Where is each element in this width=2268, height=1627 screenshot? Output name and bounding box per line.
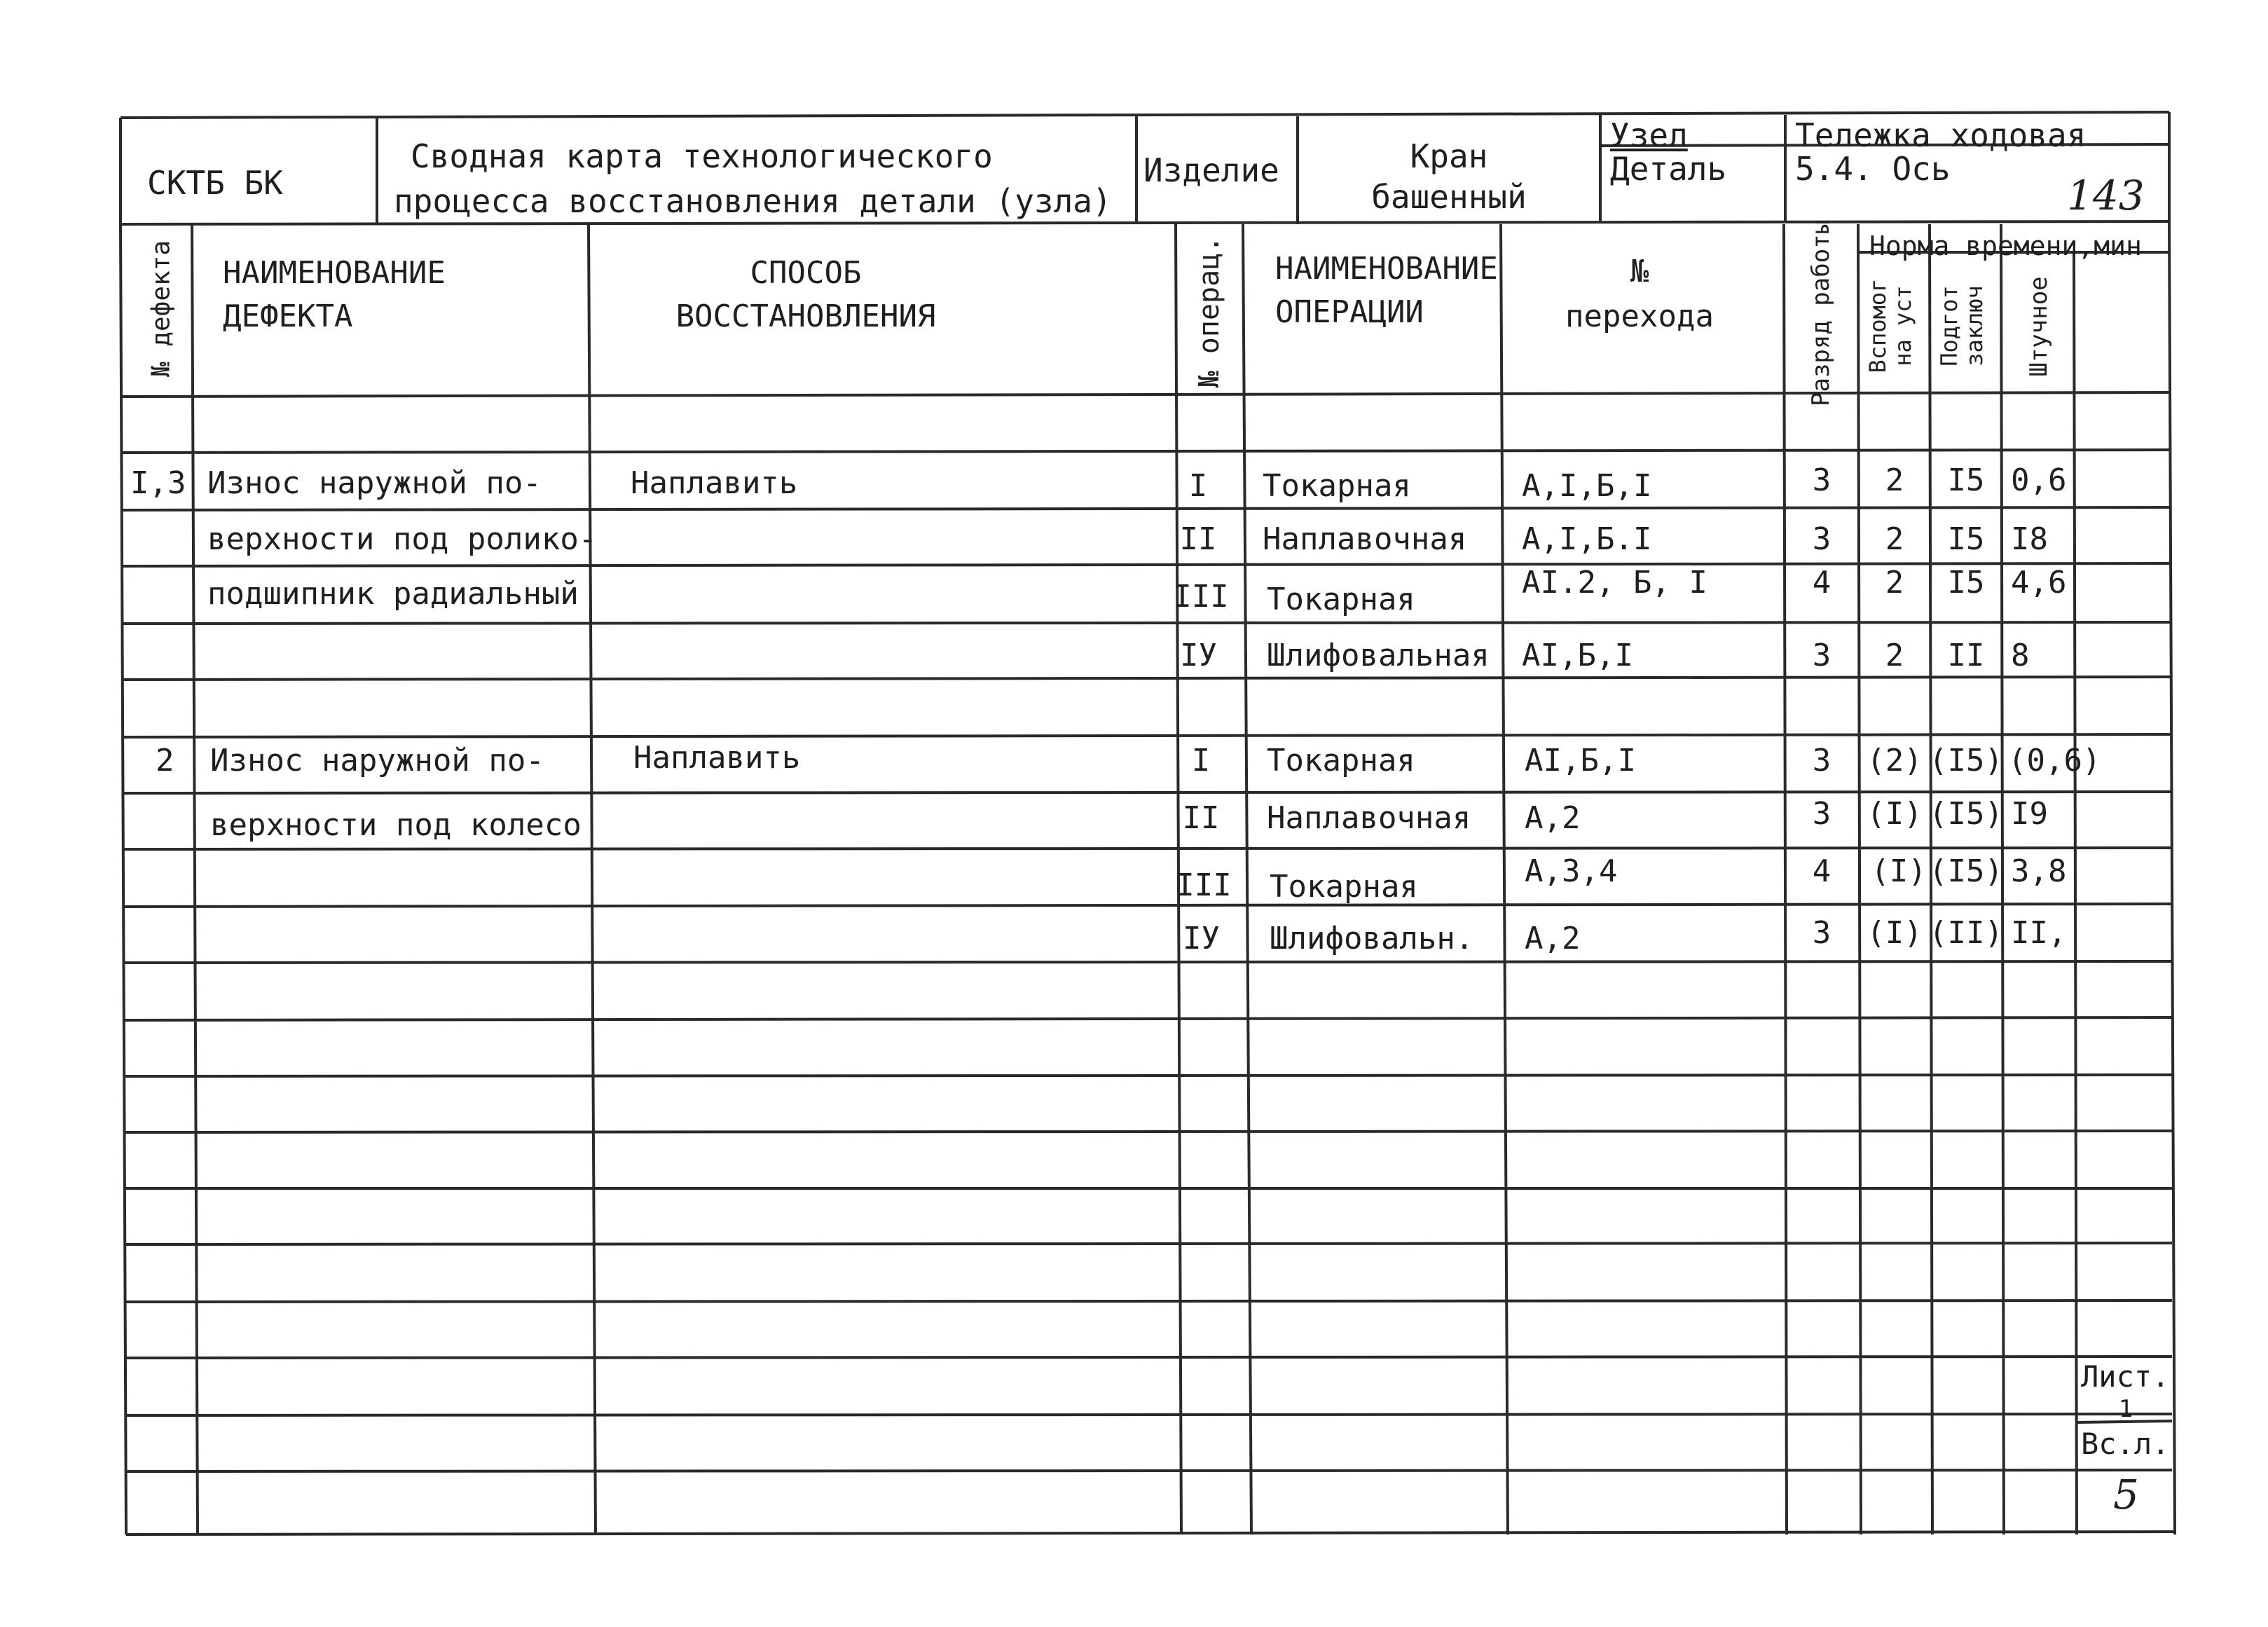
card-title-line1: Сводная карта технологического <box>411 137 993 175</box>
row3-piece: 4,6 <box>2011 565 2067 600</box>
row3-name: подшипник радиальный <box>207 576 579 612</box>
row7-prep: (I5) <box>1929 853 2003 889</box>
row5-name: Износ наружной по- <box>210 743 544 778</box>
row5-grade: 3 <box>1812 743 1831 778</box>
row1-op: I <box>1188 468 1208 504</box>
sheet-label: Лист. <box>2081 1359 2170 1394</box>
col-defect-no: № дефекта <box>146 240 176 378</box>
row6-op: II <box>1182 800 1220 836</box>
row3-prep: I5 <box>1947 565 1985 600</box>
row6-grade: 3 <box>1812 796 1831 832</box>
row6-trans: А,2 <box>1525 800 1581 836</box>
row1-defect: I,3 <box>130 465 186 501</box>
row4-opname: Шлифовальная <box>1267 638 1490 673</box>
col-op-no: № операц. <box>1193 235 1225 388</box>
row8-opname: Шлифовальн. <box>1270 921 1474 956</box>
unit-value: Тележка ходовая <box>1795 116 2087 154</box>
row5-method: Наплавить <box>633 740 801 776</box>
col-grade: Разряд работы <box>1807 219 1835 406</box>
org-name: СКТБ БК <box>147 164 283 202</box>
row3-trans: АI.2, Б, I <box>1522 565 1707 600</box>
row6-piece: I9 <box>2011 796 2048 832</box>
product-value-line1: Кран <box>1410 137 1488 175</box>
row7-grade: 4 <box>1812 853 1831 889</box>
row1-piece: 0,6 <box>2011 462 2067 498</box>
row2-op: II <box>1179 521 1217 557</box>
row1-name: Износ наружной по- <box>207 465 542 501</box>
col-defect-name-line1: НАИМЕНОВАНИЕ <box>223 255 446 291</box>
row1-opname: Токарная <box>1263 468 1411 504</box>
col-prep-line2: заключ <box>1961 285 1988 366</box>
col-prep-line1: Подгот <box>1936 285 1963 366</box>
row6-prep: (I5) <box>1929 796 2003 832</box>
col-op-name-line1: НАИМЕНОВАНИЕ <box>1275 251 1498 287</box>
col-aux-line1: Вспомог <box>1864 278 1891 373</box>
row6-opname: Наплавочная <box>1267 800 1471 836</box>
handwritten-number: 143 <box>2067 172 2145 219</box>
row2-opname: Наплавочная <box>1263 521 1467 557</box>
row5-prep: (I5) <box>1929 743 2003 778</box>
detail-label: Деталь <box>1610 150 1727 188</box>
row2-grade: 3 <box>1812 521 1831 557</box>
row2-piece: I8 <box>2011 521 2048 557</box>
row5-piece: (0,6) <box>2008 743 2101 778</box>
row3-aux: 2 <box>1885 565 1904 600</box>
row1-trans: А,I,Б,I <box>1522 468 1652 504</box>
total-sheets-value: 5 <box>2113 1471 2139 1518</box>
col-time-norm: Норма времени,мин <box>1869 231 2142 261</box>
row3-op: III <box>1173 579 1229 615</box>
col-transition-line1: № <box>1630 254 1649 289</box>
row7-trans: А,3,4 <box>1525 853 1618 889</box>
sheet-value: 1 <box>2118 1395 2133 1423</box>
row8-piece: II, <box>2011 915 2067 951</box>
row5-op: I <box>1191 743 1211 778</box>
col-aux-line2: на уст <box>1890 285 1916 366</box>
row3-opname: Токарная <box>1267 582 1415 617</box>
row1-prep: I5 <box>1947 462 1985 498</box>
row6-name: верхности под колесо <box>210 807 582 843</box>
detail-value: 5.4. Ось <box>1795 150 1951 188</box>
row2-trans: А,I,Б.I <box>1522 521 1652 557</box>
row4-op: IУ <box>1180 638 1217 673</box>
row7-aux: (I) <box>1871 853 1927 889</box>
row1-grade: 3 <box>1812 462 1831 498</box>
unit-label: Узел <box>1610 116 1688 154</box>
row4-piece: 8 <box>2011 638 2030 673</box>
col-piece: Штучное <box>2025 276 2053 377</box>
row4-trans: АI,Б,I <box>1522 638 1633 673</box>
row8-op: IУ <box>1183 921 1220 956</box>
row5-aux: (2) <box>1867 743 1923 778</box>
row1-aux: 2 <box>1885 462 1904 498</box>
row5-trans: АI,Б,I <box>1525 743 1636 778</box>
row4-aux: 2 <box>1885 638 1904 673</box>
row4-prep: II <box>1947 638 1985 673</box>
col-defect-name-line2: ДЕФЕКТА <box>223 298 353 334</box>
row3-grade: 4 <box>1812 565 1831 600</box>
card-title-line2: процесса восстановления детали (узла) <box>394 182 1112 220</box>
row2-name: верхности под ролико- <box>207 521 598 557</box>
row5-opname: Токарная <box>1267 743 1415 778</box>
row7-opname: Токарная <box>1270 869 1418 905</box>
row5-defect: 2 <box>156 743 174 778</box>
col-method-line2: ВОССТАНОВЛЕНИЯ <box>675 298 936 334</box>
row6-aux: (I) <box>1867 796 1923 832</box>
row2-prep: I5 <box>1947 521 1985 557</box>
product-label: Изделие <box>1143 151 1279 189</box>
col-op-name-line2: ОПЕРАЦИИ <box>1275 294 1424 330</box>
col-transition-line2: перехода <box>1565 298 1714 334</box>
col-method-line1: СПОСОБ <box>750 255 862 291</box>
total-sheets-label: Вс.л. <box>2081 1427 2170 1461</box>
row8-grade: 3 <box>1812 915 1831 951</box>
row8-trans: А,2 <box>1525 921 1581 956</box>
row7-op: III <box>1176 867 1232 903</box>
row1-method: Наплавить <box>631 465 798 501</box>
product-value-line2: башенный <box>1371 178 1527 216</box>
row7-piece: 3,8 <box>2011 853 2067 889</box>
row8-aux: (I) <box>1867 915 1923 951</box>
row2-aux: 2 <box>1885 521 1904 557</box>
row4-grade: 3 <box>1812 638 1831 673</box>
row8-prep: (II) <box>1929 915 2003 951</box>
